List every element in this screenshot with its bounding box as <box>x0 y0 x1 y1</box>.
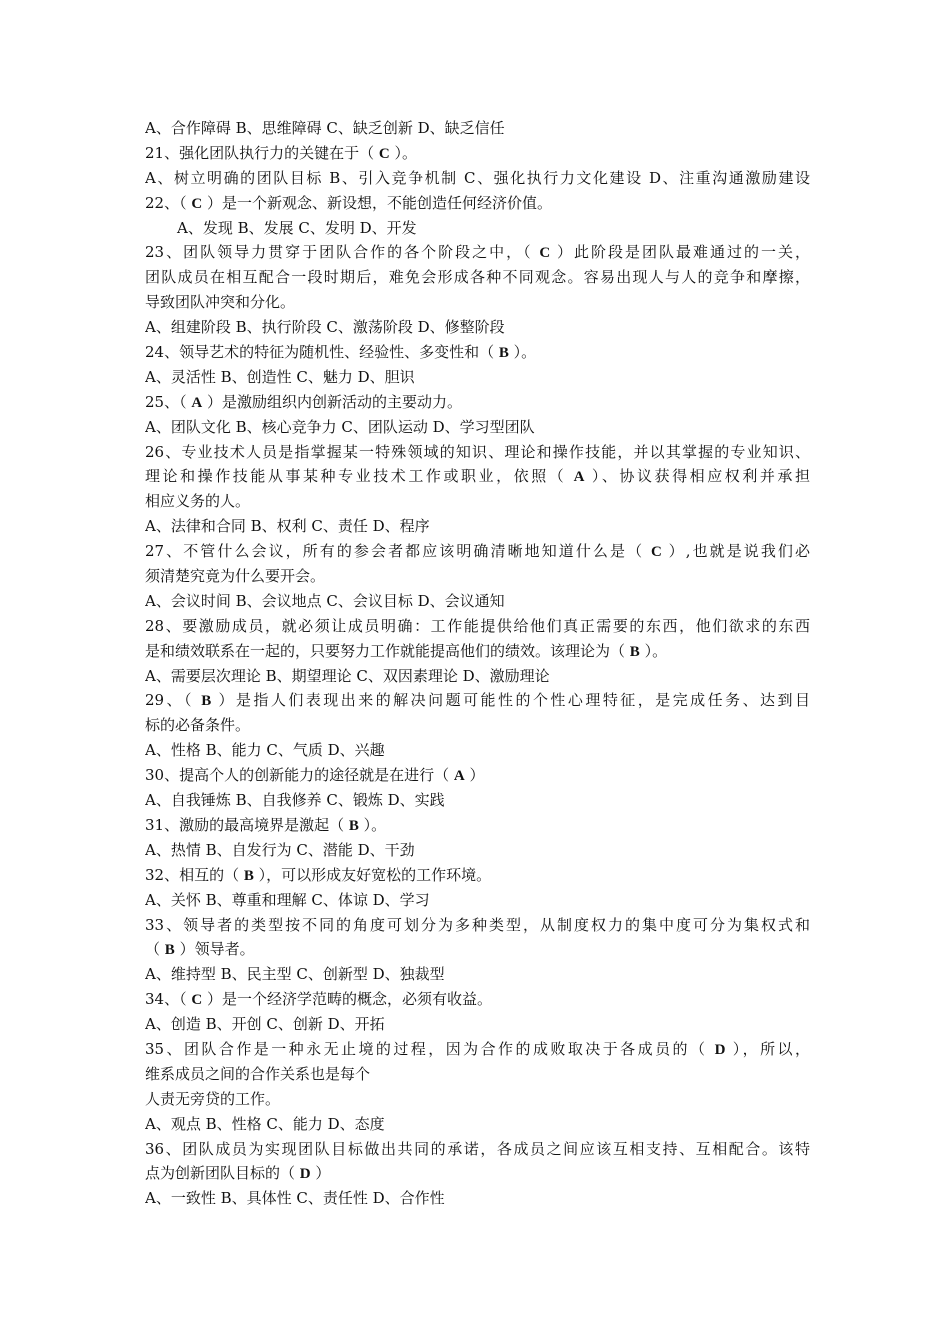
answer-letter: C <box>191 195 203 212</box>
question-text: ）、协议获得相应权利并承担 <box>584 467 810 486</box>
answer-letter: D <box>714 1041 726 1058</box>
option-line: A、创造 B、开创 C、创新 D、开拓 <box>145 1015 385 1034</box>
question-text: 23、团队领导力贯穿于团队合作的各个阶段之中，（ <box>145 243 540 262</box>
question-line <box>145 539 810 564</box>
option-line: A、维持型 B、民主型 C、创新型 D、独裁型 <box>145 965 445 984</box>
option-line: A、关怀 B、尊重和理解 C、体谅 D、学习 <box>145 890 430 909</box>
option-line: A、会议时间 B、会议地点 C、会议目标 D、会议通知 <box>145 591 505 610</box>
question-line <box>145 390 810 415</box>
answer-letter: D <box>299 1166 311 1183</box>
question-text: ）是一个经济学范畴的概念，必须有收益。 <box>202 990 492 1009</box>
question-text-line: 维系成员之间的合作关系也是每个 <box>145 1064 371 1083</box>
question-line <box>145 937 810 962</box>
option-line: A、合作障碍 B、思维障碍 C、缺乏创新 D、缺乏信任 <box>145 119 505 137</box>
question-text: 32、相互的（ <box>145 865 244 884</box>
option-line: A、组建阶段 B、执行阶段 C、激荡阶段 D、修整阶段 <box>145 318 505 337</box>
question-text: ）是激励组织内创新活动的主要动力。 <box>202 392 462 411</box>
question-text: ），所以， <box>725 1039 810 1058</box>
option-line: A、一致性 B、具体性 C、责任性 D、合作性 <box>145 1189 445 1208</box>
question-text-line: 标的必备条件。 <box>145 716 251 735</box>
answer-letter: C <box>378 145 390 162</box>
question-text-line: 须清楚究竟为什么要开会。 <box>145 567 326 586</box>
answer-letter: B <box>243 867 254 884</box>
option-line: A、灵活性 B、创造性 C、魅力 D、胆识 <box>145 367 415 386</box>
option-line: A、热情 B、自发行为 C、潜能 D、干劲 <box>145 840 415 859</box>
question-text: 21、强化团队执行力的关键在于（ <box>145 143 379 162</box>
question-text-line: 导致团队冲突和分化。 <box>145 293 296 312</box>
option-line: A、团队文化 B、核心竞争力 C、团队运动 D、学习型团队 <box>145 417 535 436</box>
question-text: ）。 <box>639 641 668 660</box>
question-line <box>145 688 810 713</box>
question-text: ） <box>310 1164 331 1183</box>
answer-letter: C <box>191 992 203 1009</box>
question-text-line: 人责无旁贷的工作。 <box>145 1089 281 1108</box>
answer-letter: A <box>573 469 585 486</box>
answer-letter: B <box>498 345 509 362</box>
question-text: ），可以形成友好宽松的工作环境。 <box>253 865 492 884</box>
answer-letter: B <box>164 942 175 959</box>
question-line <box>145 863 810 888</box>
question-text: 是和绩效联系在一起的，只要努力工作就能提高他们的绩效。该理论为（ <box>145 641 630 660</box>
question-line <box>145 987 810 1012</box>
question-line <box>145 813 810 838</box>
question-text: ）。 <box>358 815 387 834</box>
question-text: ）领导者。 <box>174 940 255 959</box>
question-text: （ <box>145 940 165 959</box>
question-text: 27、不管什么会议，所有的参会者都应该明确清晰地知道什么是（ <box>145 542 651 561</box>
document-page <box>145 116 810 1211</box>
answer-letter: A <box>191 394 203 411</box>
answer-letter: B <box>629 643 640 660</box>
question-text: 35、团队合作是一种永无止境的过程，因为合作的成败取决于各成员的（ <box>145 1039 715 1058</box>
question-line <box>145 141 810 166</box>
question-text: 理论和操作技能从事某种专业技术工作或职业，依照（ <box>145 467 574 486</box>
question-line <box>145 340 810 365</box>
question-text: ）。 <box>389 143 417 162</box>
question-line <box>145 464 810 489</box>
question-text: ）是指人们表现出来的解决问题可能性的个性心理特征，是完成任务、达到目 <box>211 691 810 710</box>
question-text: ）是一个新观念、新设想，不能创造任何经济价值。 <box>202 193 552 212</box>
option-line: A、法律和合同 B、权利 C、责任 D、程序 <box>145 517 430 536</box>
question-line <box>145 763 810 788</box>
question-line <box>145 639 810 664</box>
option-line: A、发现 B、发展 C、发明 D、开发 <box>177 218 417 237</box>
option-line: A、需要层次理论 B、期望理论 C、双因素理论 D、激励理论 <box>145 666 550 685</box>
question-text: 30、提高个人的创新能力的途径就是在进行（ <box>145 766 454 785</box>
answer-letter: C <box>539 245 551 262</box>
question-line <box>145 1037 810 1062</box>
question-text-line: 28、要激励成员，就必须让成员明确：工作能提供给他们真正需要的东西，他们欲求的东西 <box>145 616 810 635</box>
question-text: ）。 <box>508 343 537 362</box>
question-text: ） <box>464 766 485 785</box>
question-text: 34、（ <box>145 990 192 1009</box>
question-text: ）此阶段是团队最难通过的一关， <box>550 243 810 262</box>
question-text: ）,也就是说我们必 <box>661 542 810 561</box>
answer-letter: B <box>348 817 359 834</box>
question-text: 点为创新团队目标的（ <box>145 1164 300 1183</box>
question-text-line: 33、领导者的类型按不同的角度可划分为多种类型，从制度权力的集中度可分为集权式和 <box>145 915 810 934</box>
option-line: A、性格 B、能力 C、气质 D、兴趣 <box>145 741 385 760</box>
option-line: A、自我锤炼 B、自我修养 C、锻炼 D、实践 <box>145 791 445 810</box>
question-text: 24、领导艺术的特征为随机性、经验性、多变性和（ <box>145 343 499 362</box>
question-text: 29、（ <box>145 691 202 710</box>
question-text: 22、（ <box>145 193 192 212</box>
answer-letter: B <box>201 693 212 710</box>
question-line <box>145 1161 810 1186</box>
question-text-line: 26、专业技术人员是指掌握某一特殊领域的知识、理论和操作技能，并以其掌握的专业知识、 <box>145 442 810 461</box>
question-line <box>145 240 810 265</box>
question-text-line: 36、团队成员为实现团队目标做出共同的承诺，各成员之间应该互相支持、互相配合。该特 <box>145 1139 810 1158</box>
question-line <box>145 191 810 216</box>
question-text: 31、激励的最高境界是激起（ <box>145 815 349 834</box>
option-line: A、树立明确的团队目标 B、引入竞争机制 C、强化执行力文化建设 D、注重沟通激励建设 <box>145 168 810 187</box>
answer-letter: C <box>650 544 662 561</box>
question-text-line: 团队成员在相互配合一段时期后，难免会形成各种不同观念。容易出现人与人的竞争和摩擦， <box>145 268 810 287</box>
question-text-line: 相应义务的人。 <box>145 492 251 511</box>
question-text: 25、（ <box>145 392 192 411</box>
option-line: A、观点 B、性格 C、能力 D、态度 <box>145 1114 385 1133</box>
answer-letter: A <box>453 768 465 785</box>
